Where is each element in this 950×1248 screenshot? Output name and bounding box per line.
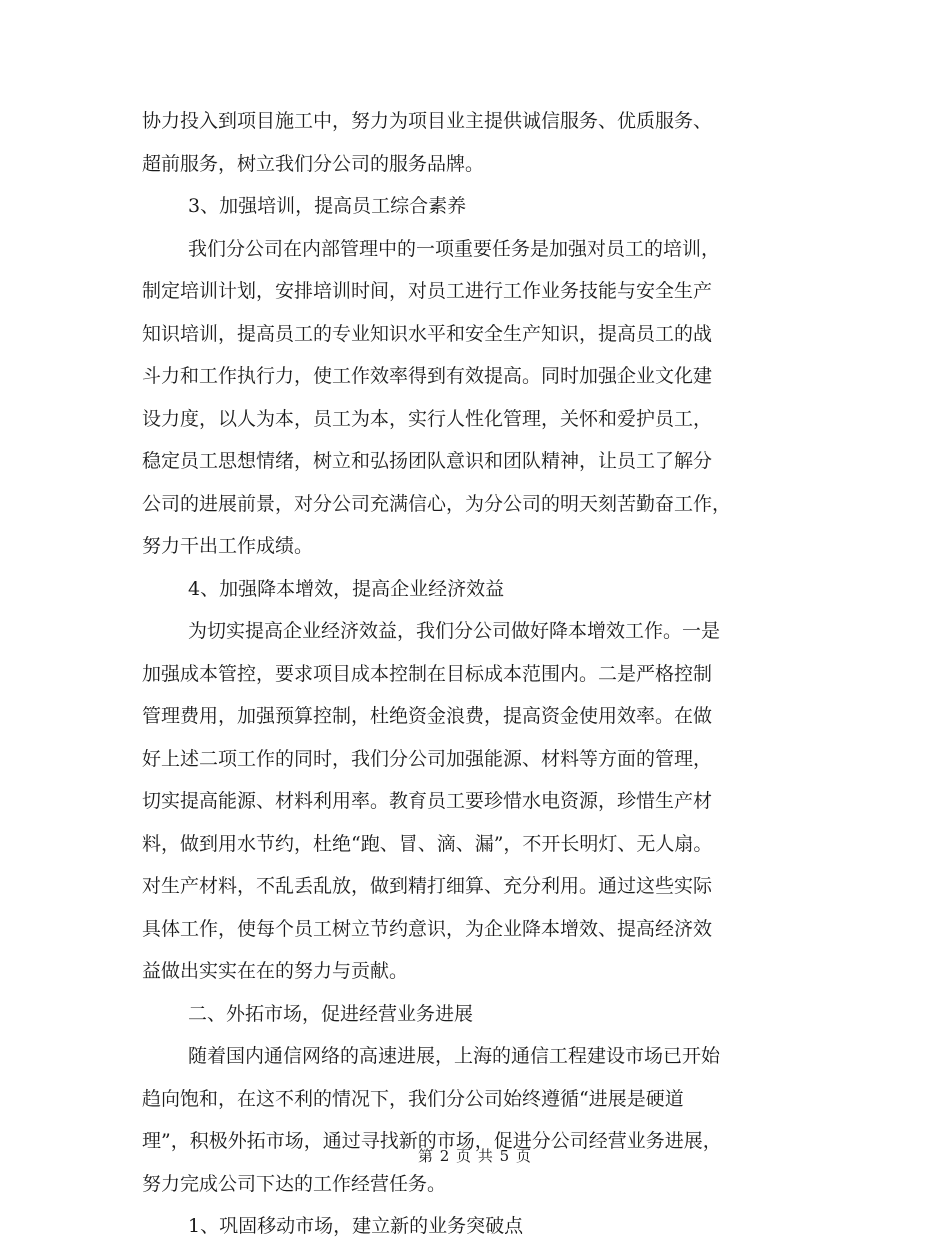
text-line: 稳定员工思想情绪，树立和弘扬团队意识和团队精神，让员工了解分 (142, 450, 713, 472)
text-line: 切实提高能源、材料利用率。教育员工要珍惜水电资源，珍惜生产材 (142, 790, 713, 812)
text-line: 管理费用，加强预算控制，杜绝资金浪费，提高资金使用效率。在做 (142, 705, 713, 727)
text-line: 具体工作，使每个员工树立节约意识，为企业降本增效、提高经济效 (142, 917, 713, 940)
text-line: 知识培训，提高员工的专业知识水平和安全生产知识，提高员工的战 (142, 322, 713, 345)
text-line: 协力投入到项目施工中，努力为项目业主提供诚信服务、优质服务、 (142, 110, 713, 132)
text-line: 随着国内通信网络的高速进展，上海的通信工程建设市场已开始 (188, 1045, 721, 1067)
page-footer: 第 2 页 共 5 页 (418, 1147, 532, 1165)
text-line: 料，做到用水节约，杜绝“跑、冒、滴、漏”，不开长明灯、无人扇。 (142, 832, 713, 855)
text-line: 制定培训计划，安排培训时间，对员工进行工作业务技能与安全生产 (142, 280, 713, 302)
text-line: 超前服务，树立我们分公司的服务品牌。 (142, 152, 485, 175)
text-line: 我们分公司在内部管理中的一项重要任务是加强对员工的培训， (188, 237, 721, 260)
text-line: 努力完成公司下达的工作经营任务。 (142, 1172, 447, 1195)
text-line: 斗力和工作执行力，使工作效率得到有效提高。同时加强企业文化建 (142, 365, 713, 387)
text-line: 设力度，以人为本，员工为本，实行人性化管理，关怀和爱护员工， (142, 407, 713, 430)
text-line: 好上述二项工作的同时，我们分公司加强能源、材料等方面的管理， (142, 747, 713, 770)
text-line: 为切实提高企业经济效益，我们分公司做好降本增效工作。一是 (188, 620, 721, 642)
text-line: 二、外拓市场，促进经营业务进展 (188, 1002, 474, 1025)
text-line: 对生产材料，不乱丢乱放，做到精打细算、充分利用。通过这些实际 (142, 875, 713, 897)
text-line: 公司的进展前景，对分公司充满信心，为分公司的明天刻苦勤奋工作， (142, 492, 732, 515)
text-line: 加强成本管控，要求项目成本控制在目标成本范围内。二是严格控制 (142, 662, 713, 685)
text-line: 1、巩固移动市场，建立新的业务突破点 (188, 1215, 524, 1237)
document-body (142, 100, 806, 1248)
text-line: 努力干出工作成绩。 (142, 535, 314, 557)
text-line: 趋向饱和，在这不利的情况下，我们分公司始终遵循“进展是硬道 (142, 1087, 684, 1110)
text-line: 理”，积极外拓市场，通过寻找新的市场，促进分公司经营业务进展， (142, 1130, 722, 1152)
text-line: 4、加强降本增效，提高企业经济效益 (188, 577, 505, 600)
text-line: 3、加强培训，提高员工综合素养 (188, 195, 467, 217)
text-line: 益做出实实在在的努力与贡献。 (142, 960, 409, 982)
